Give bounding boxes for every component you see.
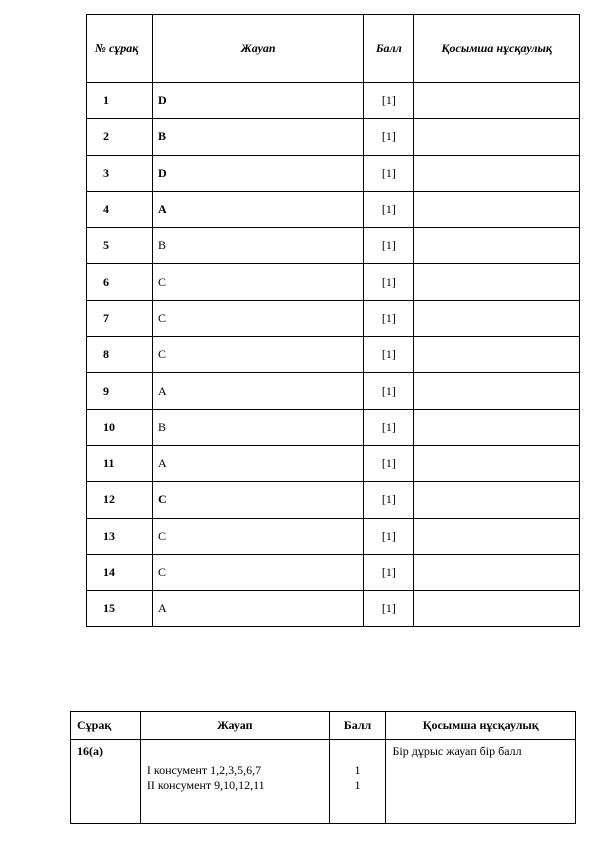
note-cell [414,337,580,373]
note-cell [414,83,580,119]
answer-cell: C [152,518,363,554]
note-cell [414,518,580,554]
answer-cell [140,740,329,824]
note-cell [414,119,580,155]
answer-cell: D [152,83,363,119]
answer-cell: B [152,409,363,445]
score-cell: [1] [364,83,414,119]
score-cell: [1] [364,482,414,518]
answer-line-consumer-1: I консумент 1,2,3,5,6,7 [146,763,262,777]
header-additional-instructions: Қосымша нұсқаулық [414,15,580,83]
note-cell [414,264,580,300]
table-row [87,191,580,227]
score-cell: [1] [364,155,414,191]
score-line-1: 1 [354,763,361,777]
question-number: 15 [87,591,153,627]
header-question-number: № сұрақ [87,15,153,83]
score-cell: [1] [364,300,414,336]
question-number: 6 [87,264,153,300]
score-cell [329,740,386,824]
question-number: 14 [87,554,153,590]
score-cell: [1] [364,191,414,227]
note-cell [414,228,580,264]
question-16-table [70,711,576,824]
note-cell [414,445,580,481]
answer-cell: C [152,482,363,518]
answer-cell: C [152,337,363,373]
score-cell: [1] [364,445,414,481]
score-cell: [1] [364,409,414,445]
note-cell [414,482,580,518]
header-answer: Жауап [152,15,363,83]
answer-cell: A [152,373,363,409]
header-score: Балл [329,712,386,740]
question-number: 13 [87,518,153,554]
question-number: 10 [87,409,153,445]
table-row [87,83,580,119]
score-cell: [1] [364,228,414,264]
score-cell: [1] [364,264,414,300]
score-cell: [1] [364,119,414,155]
answer-key-table [86,14,580,627]
note-cell [414,155,580,191]
answer-cell: C [152,554,363,590]
table-row [87,518,580,554]
answer-key-header-row [87,15,580,83]
answer-cell: D [152,155,363,191]
table-row [87,482,580,518]
table-row [87,300,580,336]
question-number: 9 [87,373,153,409]
question-number: 7 [87,300,153,336]
score-cell: [1] [364,337,414,373]
answer-cell: C [152,300,363,336]
header-answer: Жауап [140,712,329,740]
score-cell: [1] [364,591,414,627]
note-cell [414,191,580,227]
table-row [71,740,576,824]
question-number: 11 [87,445,153,481]
table-row [87,554,580,590]
score-cell: [1] [364,373,414,409]
table-row [87,445,580,481]
note-cell: Бір дұрыс жауап бір балл [386,740,576,824]
note-cell [414,300,580,336]
table-row [87,337,580,373]
note-cell [414,554,580,590]
table-row [87,591,580,627]
table-row [87,373,580,409]
note-cell [414,409,580,445]
question-number: 5 [87,228,153,264]
answer-cell: A [152,591,363,627]
note-cell [414,373,580,409]
question-number: 1 [87,83,153,119]
question-number: 3 [87,155,153,191]
header-question: Сұрақ [71,712,141,740]
score-cell: [1] [364,518,414,554]
question-number: 4 [87,191,153,227]
note-cell [414,591,580,627]
question-16-header-row [71,712,576,740]
answer-cell: B [152,228,363,264]
question-number: 8 [87,337,153,373]
question-number: 2 [87,119,153,155]
question-number: 16(a) [71,740,141,824]
answer-cell: C [152,264,363,300]
table-row [87,264,580,300]
header-score: Балл [364,15,414,83]
answer-cell: B [152,119,363,155]
score-line-2: 1 [354,778,361,792]
header-additional-instructions: Қосымша нұсқаулық [386,712,576,740]
question-number: 12 [87,482,153,518]
table-row [87,119,580,155]
score-cell: [1] [364,554,414,590]
table-row [87,228,580,264]
answer-cell: A [152,445,363,481]
table-row [87,155,580,191]
answer-cell: A [152,191,363,227]
table-row [87,409,580,445]
answer-line-consumer-2: II консумент 9,10,12,11 [146,778,265,792]
